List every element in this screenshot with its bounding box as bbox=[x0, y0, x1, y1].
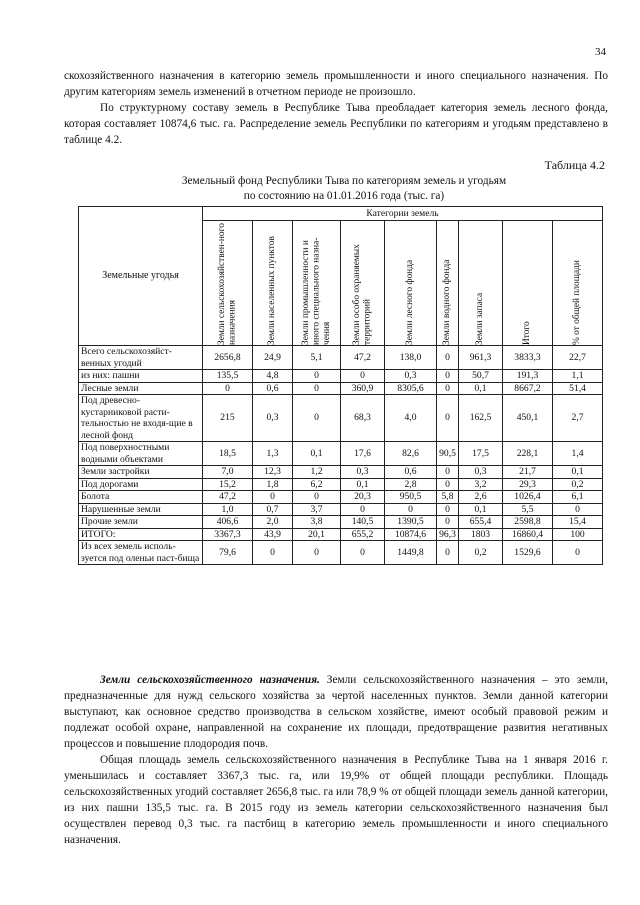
table-cell: 0,3 bbox=[459, 466, 503, 479]
table-cell: 0,1 bbox=[459, 503, 503, 516]
table-cell: 0 bbox=[253, 491, 293, 504]
table-cell: 0,1 bbox=[459, 382, 503, 395]
column-header bbox=[437, 221, 459, 346]
table-cell: 79,6 bbox=[203, 541, 253, 565]
table-cell: 18,5 bbox=[203, 442, 253, 466]
table-cell: 2,7 bbox=[553, 395, 603, 442]
table-cell: 655,2 bbox=[341, 528, 385, 541]
section-heading: Земли сельскохозяйственного назначения. bbox=[100, 674, 320, 686]
table-row bbox=[79, 370, 603, 383]
table-cell: 12,3 bbox=[253, 466, 293, 479]
table-cell: 0,6 bbox=[385, 466, 437, 479]
table-cell: 0 bbox=[341, 503, 385, 516]
table-cell: 2,8 bbox=[385, 478, 437, 491]
column-header-label: Земли промышленности и иного специального назна-чения bbox=[300, 237, 332, 345]
table-cell: 655,4 bbox=[459, 516, 503, 529]
table-cell: 1,1 bbox=[553, 370, 603, 383]
table-cell: 1,4 bbox=[553, 442, 603, 466]
table-cell: 228,1 bbox=[503, 442, 553, 466]
table-cell: 0 bbox=[437, 503, 459, 516]
table-cell: 3833,3 bbox=[503, 346, 553, 370]
table-cell: 0 bbox=[553, 541, 603, 565]
table-cell: 162,5 bbox=[459, 395, 503, 442]
table-cell: 950,5 bbox=[385, 491, 437, 504]
table-row bbox=[79, 395, 603, 442]
column-header-label: Земли населенных пунктов bbox=[267, 236, 278, 345]
table-cell: 0 bbox=[437, 478, 459, 491]
table-cell: 43,9 bbox=[253, 528, 293, 541]
table-row bbox=[79, 491, 603, 504]
table-cell: 3,2 bbox=[459, 478, 503, 491]
table-cell: 4,0 bbox=[385, 395, 437, 442]
table-cell: 0 bbox=[437, 346, 459, 370]
table-cell: 0,6 bbox=[253, 382, 293, 395]
table-cell: 0,3 bbox=[341, 466, 385, 479]
table-cell: 1529,6 bbox=[503, 541, 553, 565]
row-label: Прочие земли bbox=[79, 516, 203, 529]
table-cell: 961,3 bbox=[459, 346, 503, 370]
table-cell: 22,7 bbox=[553, 346, 603, 370]
table-cell: 0,7 bbox=[253, 503, 293, 516]
column-header bbox=[459, 221, 503, 346]
table-cell: 1,8 bbox=[253, 478, 293, 491]
table-cell: 21,7 bbox=[503, 466, 553, 479]
table-cell: 8667,2 bbox=[503, 382, 553, 395]
table-cell: 6,2 bbox=[293, 478, 341, 491]
table-cell: 17,5 bbox=[459, 442, 503, 466]
table-cell: 1026,4 bbox=[503, 491, 553, 504]
table-cell: 140,5 bbox=[341, 516, 385, 529]
table-cell: 0 bbox=[293, 491, 341, 504]
table-cell: 0 bbox=[437, 395, 459, 442]
column-header bbox=[553, 221, 603, 346]
table-cell: 68,3 bbox=[341, 395, 385, 442]
column-header-label: Земли запаса bbox=[475, 292, 486, 345]
row-label: Лесные земли bbox=[79, 382, 203, 395]
column-header-label: Земли особо охраняемых территорий bbox=[352, 244, 373, 345]
row-label: Под древесно-кустарниковой расти-тельностью не входя-щие в лесной фонд bbox=[79, 395, 203, 442]
table-cell: 1,0 bbox=[203, 503, 253, 516]
table-cell: 90,5 bbox=[437, 442, 459, 466]
table-cell: 17,6 bbox=[341, 442, 385, 466]
table-cell: 0 bbox=[341, 370, 385, 383]
table-cell: 4,8 bbox=[253, 370, 293, 383]
table-row bbox=[79, 442, 603, 466]
table-cell: 0,3 bbox=[385, 370, 437, 383]
table-cell: 15,2 bbox=[203, 478, 253, 491]
table-row bbox=[79, 528, 603, 541]
table-cell: 0 bbox=[437, 466, 459, 479]
table-row bbox=[79, 503, 603, 516]
row-header: Земельные угодья bbox=[79, 207, 203, 346]
table-cell: 450,1 bbox=[503, 395, 553, 442]
table-cell: 1,3 bbox=[253, 442, 293, 466]
table-cell: 0 bbox=[293, 370, 341, 383]
table-cell: 50,7 bbox=[459, 370, 503, 383]
table-cell: 406,6 bbox=[203, 516, 253, 529]
table-cell: 29,3 bbox=[503, 478, 553, 491]
table-cell: 1390,5 bbox=[385, 516, 437, 529]
table-cell: 3,8 bbox=[293, 516, 341, 529]
column-header bbox=[203, 221, 253, 346]
column-header bbox=[293, 221, 341, 346]
table-row bbox=[79, 516, 603, 529]
table-cell: 0,1 bbox=[553, 466, 603, 479]
row-label: Из всех земель исполь-зуется под оленьи паст-бища bbox=[79, 541, 203, 565]
intro-paragraph-1: скохозяйственного назначения в категорию земель промышленности и иного специального назначения. По другим категориям земель изменений в отчетном периоде не произошло. bbox=[64, 70, 608, 98]
table-row bbox=[79, 478, 603, 491]
table-cell: 135,5 bbox=[203, 370, 253, 383]
column-header-label: Земли лесного фонда bbox=[405, 259, 416, 345]
table-cell: 15,4 bbox=[553, 516, 603, 529]
table-cell: 0 bbox=[437, 370, 459, 383]
section-paragraph-1 bbox=[64, 672, 608, 752]
table-cell: 0,2 bbox=[553, 478, 603, 491]
section-paragraph-2: Общая площадь земель сельскохозяйственного назначения в Республике Тыва на 1 января 2016 г. уменьшилась и составляет 3367,3 тыс. га, или 19,9% от общей площади республики. Площадь сельскохозяйственных угодий составляет 2656,8 тыс. га или 78,9 % от общей площади земель данной категории, из них пашни 135,5 тыс. га. В 2015 году из земель категории сельскохозяйственного назначения был осуществлен перевод 0,3 тыс. га пастбищ в категорию земель промышленности и иного специального назначения. bbox=[64, 754, 608, 846]
row-label: Всего сельскохозяйст-венных угодий bbox=[79, 346, 203, 370]
table-cell: 5,5 bbox=[503, 503, 553, 516]
row-label: Земли застройки bbox=[79, 466, 203, 479]
section-paragraph-1-text: Земли сельскохозяйственного назначения – это земли, предназначенные для нужд сельского хозяйства за чертой населенных пунктов. Земли данной категории выступают, как основное средство производства в сельском хозяйстве, имеют особый правовой режим и подлежат особой охране, направленной на сохранение их площади, предотвращение развития негативных процессов и повышение плодородия почв. bbox=[64, 674, 608, 750]
table-cell: 0 bbox=[293, 395, 341, 442]
column-header bbox=[341, 221, 385, 346]
column-header bbox=[503, 221, 553, 346]
table-cell: 2656,8 bbox=[203, 346, 253, 370]
table-cell: 8305,6 bbox=[385, 382, 437, 395]
table-cell: 6,1 bbox=[553, 491, 603, 504]
table-row bbox=[79, 466, 603, 479]
table-cell: 82,6 bbox=[385, 442, 437, 466]
table-cell: 0 bbox=[553, 503, 603, 516]
table-cell: 0,1 bbox=[293, 442, 341, 466]
table-cell: 0 bbox=[437, 382, 459, 395]
table-cell: 51,4 bbox=[553, 382, 603, 395]
table-cell: 100 bbox=[553, 528, 603, 541]
table-title-line-2: по состоянию на 01.01.2016 года (тыс. га) bbox=[243, 190, 445, 202]
table-cell: 24,9 bbox=[253, 346, 293, 370]
table-cell: 0 bbox=[293, 541, 341, 565]
table-cell: 3367,3 bbox=[203, 528, 253, 541]
table-cell: 47,2 bbox=[341, 346, 385, 370]
table-cell: 0 bbox=[437, 516, 459, 529]
intro-paragraph-2: По структурному составу земель в Республике Тыва преобладает категория земель лесного фонда, которая составляет 10874,6 тыс. га. Распределение земель Республики по категориям и угодьям представлено в таблице 4.2. bbox=[64, 102, 608, 146]
table-cell: 3,7 bbox=[293, 503, 341, 516]
table-cell: 0,1 bbox=[341, 478, 385, 491]
table-cell: 0 bbox=[203, 382, 253, 395]
table-cell: 20,1 bbox=[293, 528, 341, 541]
row-label: Болота bbox=[79, 491, 203, 504]
table-cell: 16860,4 bbox=[503, 528, 553, 541]
row-label: из них: пашни bbox=[79, 370, 203, 383]
table-cell: 1,2 bbox=[293, 466, 341, 479]
table-cell: 47,2 bbox=[203, 491, 253, 504]
table-cell: 0 bbox=[385, 503, 437, 516]
table-cell: 2598,8 bbox=[503, 516, 553, 529]
column-header-label: Итого bbox=[522, 321, 533, 345]
row-label: ИТОГО: bbox=[79, 528, 203, 541]
row-label: Под дорогами bbox=[79, 478, 203, 491]
table-cell: 1803 bbox=[459, 528, 503, 541]
page-number: 34 bbox=[595, 46, 606, 58]
table-cell: 10874,6 bbox=[385, 528, 437, 541]
row-label: Нарушенные земли bbox=[79, 503, 203, 516]
table-cell: 2,6 bbox=[459, 491, 503, 504]
table-row bbox=[79, 382, 603, 395]
table-cell: 0,2 bbox=[459, 541, 503, 565]
table-cell: 5,8 bbox=[437, 491, 459, 504]
row-label: Под поверхностными водными объектами bbox=[79, 442, 203, 466]
column-header bbox=[253, 221, 293, 346]
table-cell: 215 bbox=[203, 395, 253, 442]
column-header-label: Земли водного фонда bbox=[442, 259, 453, 345]
table-title bbox=[64, 174, 624, 204]
table-label: Таблица 4.2 bbox=[544, 158, 605, 172]
table-title-line-1: Земельный фонд Республики Тыва по категориям земель и угодьям bbox=[181, 175, 507, 187]
table-cell: 5,1 bbox=[293, 346, 341, 370]
category-header: Категории земель bbox=[203, 207, 603, 221]
table-cell: 191,3 bbox=[503, 370, 553, 383]
table-cell: 20,3 bbox=[341, 491, 385, 504]
table-cell: 2,0 bbox=[253, 516, 293, 529]
table-cell: 0 bbox=[437, 541, 459, 565]
table-cell: 360,9 bbox=[341, 382, 385, 395]
column-header bbox=[385, 221, 437, 346]
table-cell: 7,0 bbox=[203, 466, 253, 479]
column-header-label: % от общей площади bbox=[572, 260, 583, 345]
table-cell: 0 bbox=[293, 382, 341, 395]
table-cell: 138,0 bbox=[385, 346, 437, 370]
table-cell: 0 bbox=[253, 541, 293, 565]
table-row bbox=[79, 346, 603, 370]
table-cell: 96,3 bbox=[437, 528, 459, 541]
column-header-label: Земли сельскохозяйствен-ного назначения bbox=[217, 223, 238, 345]
table-cell: 1449,8 bbox=[385, 541, 437, 565]
land-fund-table bbox=[78, 206, 603, 565]
table-row bbox=[79, 541, 603, 565]
table-cell: 0 bbox=[341, 541, 385, 565]
table-cell: 0,3 bbox=[253, 395, 293, 442]
